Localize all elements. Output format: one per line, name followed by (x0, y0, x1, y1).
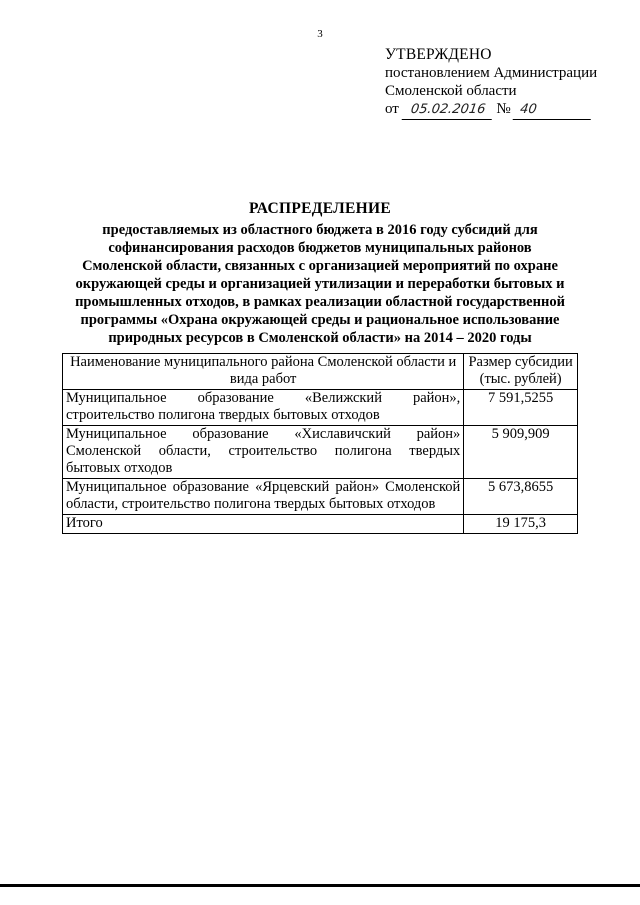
table-row (63, 426, 578, 479)
heading-subtitle: предоставляемых из областного бюджета в 2016 году субсидий для софинансирования расходов бюджетов муниципальных районов Смоленской области, связанных с организацией мероприятий по охране окружающей среды и организацией утилизации и переработки бытовых и промышленных отходов, в рамках реализации областной государственной программы «Охрана окружающей среды и рациональное использование природных ресурсов в Смоленской области» на 2014 – 2020 годы (75, 222, 565, 346)
document-heading (0, 200, 640, 347)
table-row (63, 479, 578, 515)
bottom-rule (0, 884, 640, 887)
approval-title: УТВЕРЖДЕНО (385, 46, 492, 63)
row-name: Муниципальное образование «Велижский район», строительство полигона твердых бытовых отходов (63, 390, 464, 426)
row-name: Муниципальное образование «Хиславичский район» Смоленской области, строительство полигона твердых бытовых отходов (63, 426, 464, 479)
row-name: Муниципальное образование «Ярцевский район» Смоленской области, строительство полигона твердых бытовых отходов (63, 479, 464, 515)
number-label: № (496, 101, 511, 117)
handwritten-number: 40 (513, 101, 594, 120)
row-amount: 7 591,5255 (464, 390, 578, 426)
table-row (63, 390, 578, 426)
distribution-table (62, 353, 578, 534)
header-amount: Размер субсидии (тыс. рублей) (464, 354, 578, 390)
approval-line-1: постановлением Администрации (385, 65, 598, 81)
row-amount: 5 909,909 (464, 426, 578, 479)
row-amount: 5 673,8655 (464, 479, 578, 515)
approval-block (385, 46, 597, 120)
total-row (63, 515, 578, 534)
table-header-row (63, 354, 578, 390)
approval-line-2: Смоленской области (385, 83, 517, 99)
approval-date-line (385, 100, 597, 120)
handwritten-date: 05.02.2016 (401, 101, 494, 120)
page-number: 3 (317, 28, 323, 40)
total-amount: 19 175,3 (464, 515, 578, 534)
total-label: Итого (63, 515, 464, 534)
heading-title: РАСПРЕДЕЛЕНИЕ (249, 200, 391, 217)
date-prefix: от (385, 101, 399, 117)
header-name: Наименование муниципального района Смоленской области и вида работ (63, 354, 464, 390)
